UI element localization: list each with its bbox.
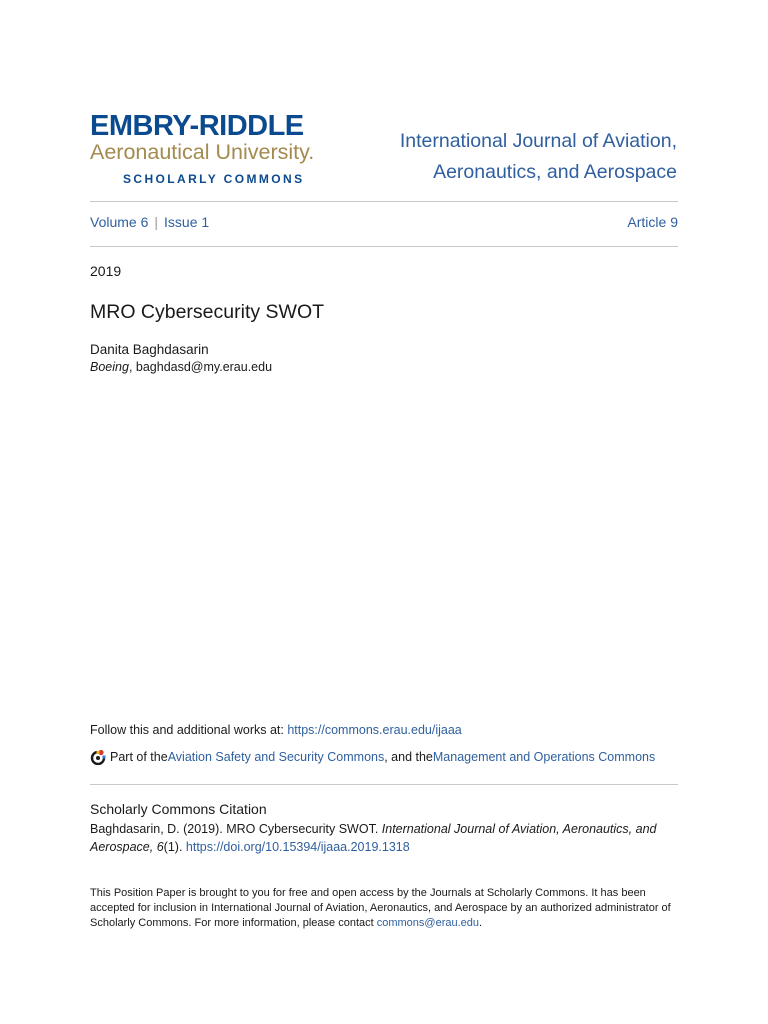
follow-text: Follow this and additional works at: [90, 723, 288, 737]
logo-university: Aeronautical University. [90, 140, 315, 164]
journal-title-line2[interactable]: Aeronautics, and Aerospace [433, 161, 677, 183]
issue-link[interactable]: Issue 1 [164, 214, 210, 230]
footer-note [90, 886, 680, 931]
doi-link[interactable]: https://doi.org/10.15394/ijaaa.2019.1318 [185, 840, 410, 854]
part-of-line [90, 749, 655, 765]
divider-issue [90, 246, 678, 247]
separator: | [154, 214, 159, 230]
university-logo [90, 112, 365, 186]
article-link[interactable]: Article 9 [627, 214, 678, 230]
divider-top [90, 201, 678, 202]
journal-title[interactable] [357, 126, 677, 188]
part-of-prefix: Part of the [110, 750, 168, 764]
issue-row [90, 214, 678, 230]
footer-text: This Position Paper is brought to you for free and open access by the Journals at Scholarly Commons. It has been accepted for inclusion in International Journal of Aviation, Aeronautics, and Aerospace by an authorized administrator of Scholarly Commons. For more information, please contact [90, 887, 671, 929]
aviation-safety-commons-link[interactable]: Aviation Safety and Security Commons [167, 750, 385, 764]
publication-year: 2019 [90, 263, 122, 279]
author-name: Danita Baghdasarin [90, 342, 209, 357]
footer-end: . [479, 917, 483, 929]
citation-body [90, 820, 680, 856]
author-email: , baghdasd@my.erau.edu [128, 360, 273, 374]
logo-name: EMBRY-RIDDLE [90, 110, 304, 142]
paper-title: MRO Cybersecurity SWOT [90, 301, 325, 323]
author-affiliation [90, 360, 272, 374]
affiliation-org: Boeing [90, 360, 129, 374]
citation-journal: International Journal of Aviation, Aeronautics, and Aerospace, 6 [90, 822, 657, 854]
part-of-middle: , and the [384, 750, 433, 764]
logo-commons: SCHOLARLY COMMONS [123, 172, 305, 186]
contact-email-link[interactable]: commons@erau.edu [376, 917, 480, 929]
volume-link[interactable]: Volume 6 [90, 214, 149, 230]
management-operations-commons-link[interactable]: Management and Operations Commons [432, 750, 656, 764]
journal-title-line1[interactable]: International Journal of Aviation, [399, 130, 677, 152]
citation-text: Baghdasarin, D. (2019). MRO Cybersecurity SWOT. [90, 822, 382, 836]
follow-url-link[interactable]: https://commons.erau.edu/ijaaa [287, 723, 462, 737]
citation-issue: (1). [163, 840, 186, 854]
citation-heading: Scholarly Commons Citation [90, 801, 267, 817]
network-icon [90, 749, 106, 765]
divider-citation [90, 784, 678, 785]
follow-line [90, 723, 462, 737]
